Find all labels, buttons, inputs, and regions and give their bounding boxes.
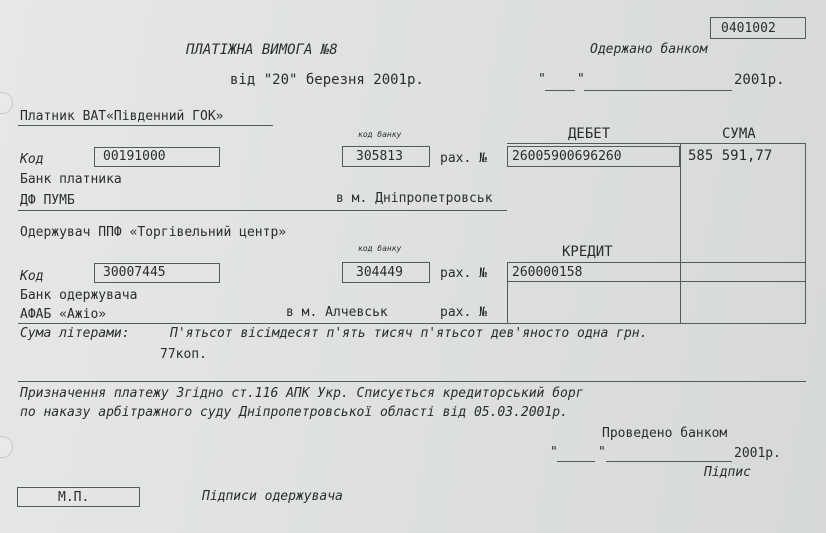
table-right-border xyxy=(805,143,806,324)
recipient-code-label: Код xyxy=(20,269,44,284)
credit-header-line xyxy=(507,262,805,263)
debit-header-line xyxy=(507,143,805,144)
credit-account-bottom-line xyxy=(507,281,805,282)
credit-account-left-border xyxy=(507,262,508,323)
processed-date-quote-close: " xyxy=(598,445,606,460)
signature-label: Підпис xyxy=(704,465,751,480)
sum-in-words-line-1: П'ятьсот вісімдесят п'ять тисяч п'ятьсот дев'яносто одна грн. xyxy=(170,326,648,341)
payer-bank-code: 305813 xyxy=(356,149,403,164)
punch-hole-bottom xyxy=(0,436,13,458)
recipient-signatures-label: Підписи одержувача xyxy=(202,489,343,504)
recipient-bank-account-label: рах. № xyxy=(440,305,487,320)
payer-bank-city: в м. Дніпропетровськ xyxy=(336,191,493,206)
payer-label: Платник ВАТ«Південний ГОК» xyxy=(20,109,224,124)
processed-date-quote-open: " xyxy=(550,445,558,460)
received-day-blank xyxy=(545,90,575,91)
received-year: 2001р. xyxy=(734,72,785,88)
payer-underline xyxy=(18,125,273,126)
processed-day-blank xyxy=(557,461,595,462)
debit-sum-divider xyxy=(680,143,681,324)
recipient-account-label: рах. № xyxy=(440,266,487,281)
debit-header: ДЕБЕТ xyxy=(568,126,611,142)
punch-hole-top xyxy=(0,92,13,114)
debit-account: 26005900696260 xyxy=(512,149,622,164)
received-date-quote-close: " xyxy=(577,72,585,87)
sum-header: СУМА xyxy=(722,126,756,142)
payment-purpose-line-1: Призначення платежу Згідно ст.116 АПК Укр. Списується кредиторський борг xyxy=(20,386,584,401)
payer-bank-underline xyxy=(18,210,507,211)
payment-amount: 585 591,77 xyxy=(688,148,773,164)
processed-year: 2001р. xyxy=(734,446,781,461)
processed-month-blank xyxy=(606,461,732,462)
table-bottom-line xyxy=(507,323,805,324)
processed-by-bank-label: Проведено банком xyxy=(602,426,728,441)
payer-bank-code-caption: код банку xyxy=(358,130,402,139)
seal-label: М.П. xyxy=(58,490,90,505)
form-date: від "20" березня 2001р. xyxy=(230,72,424,88)
payer-code-label: Код xyxy=(20,152,44,167)
sum-in-words-line-2: 77коп. xyxy=(160,347,207,362)
sum-in-words-label: Сума літерами: xyxy=(20,326,130,341)
payer-code: 00191000 xyxy=(103,149,166,164)
received-month-blank xyxy=(584,90,732,91)
payment-purpose-line-2: по наказу арбітражного суду Дніпропетровської області від 05.03.2001р. xyxy=(20,405,568,420)
recipient-bank-underline xyxy=(18,323,507,324)
form-code: 0401002 xyxy=(721,21,776,36)
credit-header: КРЕДИТ xyxy=(562,244,613,260)
recipient-bank-name: АФАБ «Ажіо» xyxy=(20,307,107,322)
form-title: ПЛАТІЖНА ВИМОГА №8 xyxy=(186,42,338,58)
recipient-bank-code-caption: код банку xyxy=(358,244,402,253)
credit-account: 260000158 xyxy=(512,265,583,280)
purpose-top-line xyxy=(18,381,806,382)
payer-account-label: рах. № xyxy=(440,151,487,166)
recipient-code: 30007445 xyxy=(103,265,166,280)
recipient-bank-label: Банк одержувача xyxy=(20,288,138,303)
recipient-bank-city: в м. Алчевськ xyxy=(286,305,388,320)
recipient-bank-code: 304449 xyxy=(356,265,403,280)
received-date-quote-open: " xyxy=(538,72,546,87)
payer-bank-label: Банк платника xyxy=(20,172,122,187)
recipient-label: Одержувач ППФ «Торгівельний центр» xyxy=(20,225,287,240)
received-by-bank-label: Одержано банком xyxy=(590,42,708,57)
payer-bank-name: ДФ ПУМБ xyxy=(20,193,75,208)
